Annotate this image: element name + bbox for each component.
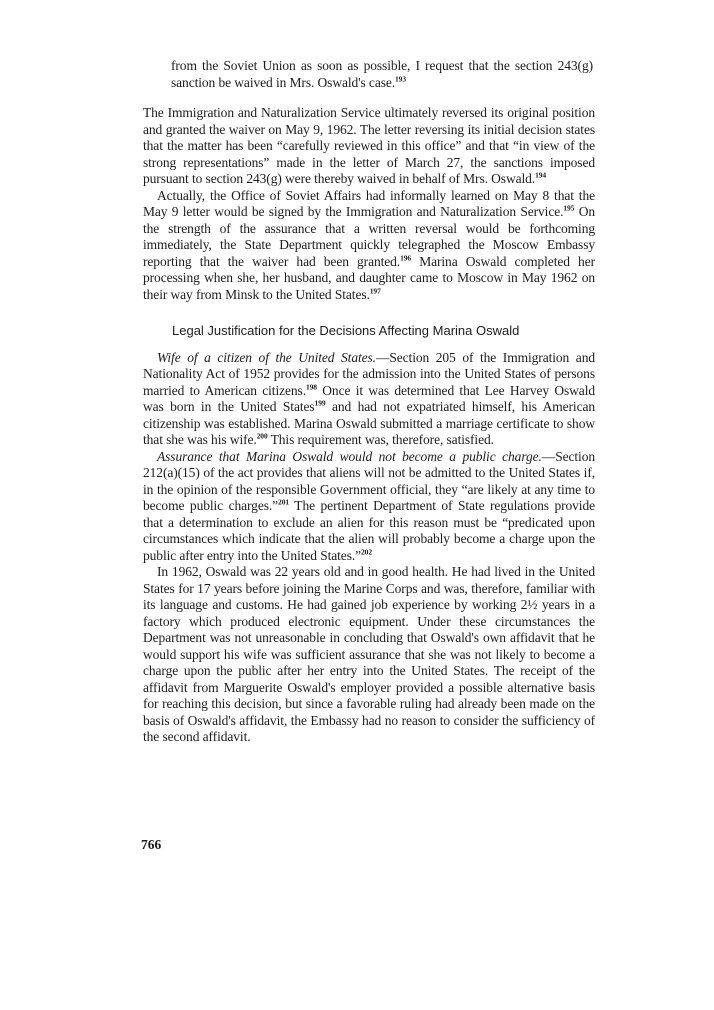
paragraph: Wife of a citizen of the United States.—Section 205 of the Immigration and Nationality Act of 1952 provides for the admission into the United States of persons married to American citizens.$^{198}$ Once it was determined that Lee Harvey Oswald was born in the United States$^{199}$ and had not expatriated himself, his American citizenship was established. Marina Oswald submitted a marriage certificate to show that she was his wife.$^{200}$ This requirement was, therefore, satisfied.	[143, 349, 596, 447]
run-in-heading: Wife of a citizen of the United States.	[157, 349, 376, 365]
footnote-ref: 198	[305, 382, 317, 391]
footnote-ref: 202	[361, 547, 372, 556]
footnote-ref: 193	[395, 74, 406, 83]
footnote-ref: 195	[563, 203, 575, 213]
footnote-ref: 197	[369, 286, 381, 295]
footnote-ref: 196	[400, 253, 412, 262]
page-number: 766	[141, 837, 162, 852]
paragraph: Actually, the Office of Soviet Affairs had informally learned on May 8 that the May 9 letter would be signed by the Immigration and Naturalization Service.$^{195}$ On the strength of the assurance that a written reversal would be forthcoming immediately, the State Department quickly telegraphed the Moscow Embassy reporting that the waiver had been granted.$^{196}$ Marina Oswald completed her processing when she, her husband, and daughter came to Moscow in May 1962 on their way from Minsk to the United States.$^{197}$	[143, 187, 596, 302]
paragraph: In 1962, Oswald was 22 years old and in good health. He had lived in the United States for 17 years before joining the Marine Corps and was, therefore, familiar with its language and customs. He had gained job experience by working 2½ years in a factory which produced electronic equipment. Under these circumstances the Department was not unreasonable in concluding that Oswald's own affidavit that he would support his wife was sufficient assurance that she was not likely to become a charge upon the public after her entry into the United States. The receipt of the affidavit from Marguerite Oswald's employer provided a possible alternative basis for reaching this decision, but since a favorable ruling had already been made on the basis of Oswald's affidavit, the Embassy had no reason to consider the sufficiency of the second affidavit.	[143, 564, 595, 744]
footnote-ref: 201	[278, 497, 289, 507]
paragraph: The Immigration and Naturalization Service ultimately reversed its original position and granted the waiver on May 9, 1962. The letter reversing its initial decision states that the matter has been “carefully reviewed in this office” and that “in view of the strong representations” made in the letter of March 27, the sanctions imposed pursuant to section 243(g) were thereby waived in behalf of Mrs. Oswald.$^{194}$	[143, 105, 595, 186]
block-quote: from the Soviet Union as soon as possible, I request that the section 243(g) sanction be waived in Mrs. Oswald's case.$^{193}$	[171, 58, 593, 90]
section-heading: Legal Justification for the Decisions Affecting Marina Oswald	[172, 323, 520, 338]
body-text	[143, 58, 595, 746]
footnote-ref: 194	[535, 170, 547, 180]
footnote-ref: 199	[314, 398, 326, 408]
paragraph: Assurance that Marina Oswald would not become a public charge.—Section 212(a)(15) of the act provides that aliens will not be admitted to the United States if, in the opinion of the responsible Government official, they “are likely at any time to become public charges.”$^{201}$ The pertinent Department of State regulations provide that a determination to exclude an alien for this reason must be “predicated upon circumstances which indicate that the alien will probably become a charge upon the public after entry into the United States.”$^{202}$	[143, 448, 595, 563]
run-in-heading: Assurance that Marina Oswald would not become a public charge.	[157, 448, 542, 464]
footnote-ref: 200	[256, 431, 268, 441]
